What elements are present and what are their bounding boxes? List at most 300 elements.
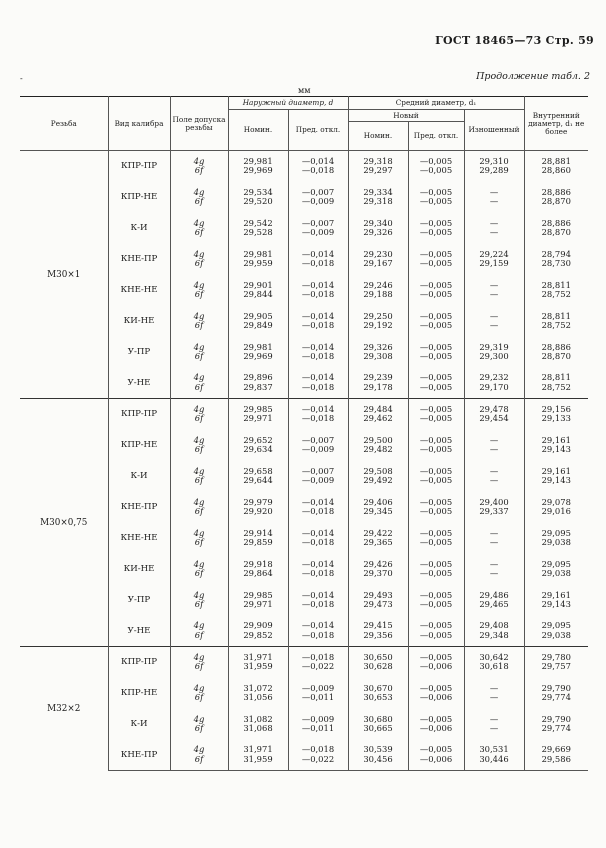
tolerance-field-value: 4g xyxy=(193,279,205,290)
pitch-nominal-value: 30,539 xyxy=(363,744,393,755)
pitch-worn-cell xyxy=(464,523,524,554)
outer-nominal-value: 31,971 xyxy=(243,651,273,662)
inner-diameter-value: 28,794 xyxy=(541,248,571,259)
pitch-deviation-cell xyxy=(408,492,464,523)
inner-diameter-value: 28,886 xyxy=(541,186,571,197)
pitch-worn-value: — xyxy=(489,289,499,299)
pitch-nominal-value: 29,178 xyxy=(363,381,393,392)
pitch-worn-cell xyxy=(464,554,524,585)
outer-nominal-value: 29,520 xyxy=(243,196,273,206)
outer-nominal-value: 29,534 xyxy=(243,186,273,197)
pitch-worn-value: 30,642 xyxy=(479,651,509,662)
inner-diameter-value: 29,586 xyxy=(541,753,571,764)
pitch-worn-value: 29,224 xyxy=(479,248,509,259)
pitch-deviation-cell xyxy=(408,399,464,430)
tolerance-field-cell xyxy=(170,368,228,399)
tolerance-field-value: 6f xyxy=(194,413,204,424)
pitch-nominal-value: 29,188 xyxy=(363,289,393,299)
pitch-worn-value: — xyxy=(489,537,499,547)
outer-deviation-value: —0,007 xyxy=(301,465,335,476)
outer-deviation-cell xyxy=(288,492,348,523)
pitch-worn-value: 29,486 xyxy=(479,589,509,600)
pitch-worn-value: — xyxy=(489,465,499,476)
outer-nominal-value: 29,981 xyxy=(243,155,273,166)
gauge-type: КИ-НЕ xyxy=(108,306,170,337)
outer-nominal-cell xyxy=(228,399,288,430)
pitch-worn-value: — xyxy=(489,217,499,228)
pitch-nominal-value: 29,356 xyxy=(363,629,393,640)
tolerance-field-cell xyxy=(170,213,228,244)
tolerance-field-value: 4g xyxy=(193,465,205,476)
pitch-nominal-cell xyxy=(348,306,408,337)
outer-nominal-value: 29,644 xyxy=(243,475,273,485)
tolerance-field-cell xyxy=(170,647,228,678)
outer-deviation-cell xyxy=(288,740,348,771)
pitch-worn-cell xyxy=(464,275,524,306)
pitch-nominal-cell xyxy=(348,337,408,368)
outer-deviation-value: —0,014 xyxy=(301,527,335,538)
pitch-nominal-value: 29,250 xyxy=(363,310,393,321)
pitch-deviation-value: —0,005 xyxy=(419,629,453,640)
inner-diameter-value: 28,886 xyxy=(541,217,571,228)
pitch-nominal-value: 30,665 xyxy=(363,723,393,733)
outer-nominal-value: 29,909 xyxy=(243,620,273,631)
inner-diameter-cell xyxy=(524,213,588,244)
pitch-deviation-value: —0,005 xyxy=(419,620,453,631)
outer-deviation-cell xyxy=(288,275,348,306)
tolerance-field-value: 4g xyxy=(193,186,205,197)
pitch-nominal-value: 29,462 xyxy=(363,413,393,424)
tolerance-field-value: 6f xyxy=(194,381,204,392)
pitch-nominal-value: 29,308 xyxy=(363,351,393,361)
outer-deviation-value: —0,018 xyxy=(301,381,335,392)
outer-nominal-cell xyxy=(228,151,288,182)
pitch-nominal-value: 29,192 xyxy=(363,320,393,330)
tolerance-field-value: 4g xyxy=(193,744,205,755)
inner-diameter-value: 29,156 xyxy=(541,403,571,414)
pitch-deviation-value: —0,005 xyxy=(419,279,453,290)
inner-diameter-value: 29,161 xyxy=(541,434,571,445)
pitch-worn-cell xyxy=(464,647,524,678)
outer-nominal-value: 29,985 xyxy=(243,403,273,414)
outer-nominal-value: 29,981 xyxy=(243,341,273,352)
inner-diameter-cell xyxy=(524,492,588,523)
pitch-worn-value: — xyxy=(489,475,499,485)
tolerance-field-value: 4g xyxy=(193,372,205,383)
pitch-nominal-cell xyxy=(348,647,408,678)
tolerance-field-value: 4g xyxy=(193,310,205,321)
pitch-deviation-cell xyxy=(408,585,464,616)
tolerance-field-cell xyxy=(170,740,228,771)
outer-nominal-cell xyxy=(228,492,288,523)
pitch-worn-value: 29,408 xyxy=(479,620,509,631)
outer-deviation-value: —0,009 xyxy=(301,682,335,693)
pitch-nominal-cell xyxy=(348,523,408,554)
pitch-worn-value: — xyxy=(489,568,499,578)
tolerance-field-value: 4g xyxy=(193,713,205,724)
inner-diameter-value: 29,095 xyxy=(541,558,571,569)
outer-deviation-cell xyxy=(288,182,348,213)
outer-deviation-value: —0,014 xyxy=(301,589,335,600)
outer-deviation-cell xyxy=(288,616,348,647)
pitch-nominal-value: 29,297 xyxy=(363,165,393,176)
tolerance-field-cell xyxy=(170,678,228,709)
outer-deviation-value: —0,018 xyxy=(301,651,335,662)
outer-deviation-cell xyxy=(288,554,348,585)
outer-nominal-value: 29,918 xyxy=(243,558,273,569)
pitch-nominal-value: 30,653 xyxy=(363,692,393,702)
pitch-worn-value: — xyxy=(489,723,499,733)
table-row xyxy=(20,647,588,678)
tolerance-field-cell xyxy=(170,554,228,585)
pitch-worn-cell xyxy=(464,461,524,492)
pitch-worn-cell xyxy=(464,213,524,244)
pitch-deviation-value: —0,006 xyxy=(419,692,453,702)
tolerance-field-value: 6f xyxy=(194,661,204,672)
pitch-worn-value: 29,478 xyxy=(479,403,509,414)
pitch-worn-value: — xyxy=(489,196,499,206)
page-header: ГОСТ 18465—73 Стр. 59 xyxy=(435,34,594,47)
tolerance-field-value: 4g xyxy=(193,527,205,538)
gauge-type: КПР-НЕ xyxy=(108,678,170,709)
col-pitch-new: Новый xyxy=(348,110,464,122)
outer-nominal-cell xyxy=(228,182,288,213)
tolerance-field-value: 6f xyxy=(194,599,204,609)
outer-deviation-cell xyxy=(288,709,348,740)
pitch-deviation-value: —0,005 xyxy=(419,258,453,268)
pitch-worn-value: — xyxy=(489,692,499,702)
outer-nominal-value: 31,082 xyxy=(243,713,273,724)
pitch-deviation-value: —0,005 xyxy=(419,444,453,454)
outer-deviation-value: —0,018 xyxy=(301,744,335,755)
pitch-deviation-value: —0,005 xyxy=(419,537,453,547)
pitch-deviation-value: —0,005 xyxy=(419,196,453,206)
tolerance-field-cell xyxy=(170,585,228,616)
outer-deviation-cell xyxy=(288,151,348,182)
tolerance-field-cell xyxy=(170,523,228,554)
inner-diameter-value: 29,038 xyxy=(541,537,571,547)
inner-diameter-value: 29,161 xyxy=(541,589,571,600)
outer-deviation-value: —0,018 xyxy=(301,289,335,299)
pitch-worn-cell xyxy=(464,616,524,647)
pitch-worn-cell xyxy=(464,306,524,337)
outer-deviation-value: —0,009 xyxy=(301,444,335,454)
pitch-worn-value: 29,232 xyxy=(479,372,509,383)
pitch-worn-value: 29,348 xyxy=(479,629,509,640)
pitch-worn-value: — xyxy=(489,320,499,330)
pitch-deviation-value: —0,005 xyxy=(419,496,453,507)
outer-nominal-value: 29,969 xyxy=(243,351,273,361)
outer-deviation-cell xyxy=(288,368,348,399)
outer-nominal-value: 29,981 xyxy=(243,248,273,259)
col-outer-nominal: Номин. xyxy=(228,110,288,151)
pitch-worn-value: — xyxy=(489,444,499,454)
inner-diameter-cell xyxy=(524,709,588,740)
pitch-nominal-cell xyxy=(348,678,408,709)
col-gauge-type: Вид калибра xyxy=(108,97,170,151)
outer-deviation-value: —0,014 xyxy=(301,620,335,631)
pitch-nominal-value: 29,422 xyxy=(363,527,393,538)
pitch-worn-cell xyxy=(464,244,524,275)
outer-nominal-value: 29,634 xyxy=(243,444,273,454)
pitch-deviation-cell xyxy=(408,306,464,337)
pitch-worn-value: 29,400 xyxy=(479,496,509,507)
outer-nominal-cell xyxy=(228,461,288,492)
tolerance-field-value: 6f xyxy=(194,506,204,516)
outer-nominal-value: 29,971 xyxy=(243,413,273,424)
inner-diameter-cell xyxy=(524,337,588,368)
table-header xyxy=(20,97,588,151)
outer-nominal-cell xyxy=(228,275,288,306)
pitch-deviation-cell xyxy=(408,709,464,740)
gauge-type: КПР-ПР xyxy=(108,647,170,678)
pitch-deviation-value: —0,005 xyxy=(419,227,453,237)
inner-diameter-cell xyxy=(524,678,588,709)
pitch-deviation-value: —0,005 xyxy=(419,599,453,609)
outer-deviation-value: —0,018 xyxy=(301,165,335,176)
thread-size: M30×0,75 xyxy=(20,399,108,647)
inner-diameter-value: 29,038 xyxy=(541,568,571,578)
gauge-type: КПР-ПР xyxy=(108,399,170,430)
pitch-deviation-cell xyxy=(408,554,464,585)
inner-diameter-value: 28,752 xyxy=(541,289,571,299)
pitch-worn-value: 29,159 xyxy=(479,258,509,268)
outer-deviation-value: —0,018 xyxy=(301,537,335,547)
pitch-nominal-cell xyxy=(348,461,408,492)
inner-diameter-cell xyxy=(524,585,588,616)
inner-diameter-value: 29,016 xyxy=(541,506,571,516)
tolerance-field-cell xyxy=(170,306,228,337)
pitch-worn-value: 29,319 xyxy=(479,341,509,352)
pitch-worn-value: — xyxy=(489,682,499,693)
tolerance-field-cell xyxy=(170,151,228,182)
pitch-deviation-cell xyxy=(408,461,464,492)
pitch-nominal-cell xyxy=(348,616,408,647)
gauge-type: КНЕ-ПР xyxy=(108,740,170,771)
outer-deviation-value: —0,014 xyxy=(301,248,335,259)
outer-deviation-cell xyxy=(288,213,348,244)
inner-diameter-value: 29,038 xyxy=(541,629,571,640)
outer-nominal-cell xyxy=(228,647,288,678)
inner-diameter-value: 28,752 xyxy=(541,381,571,392)
outer-nominal-value: 29,920 xyxy=(243,506,273,516)
outer-nominal-cell xyxy=(228,430,288,461)
inner-diameter-value: 28,886 xyxy=(541,341,571,352)
outer-deviation-value: —0,007 xyxy=(301,434,335,445)
pitch-deviation-value: —0,005 xyxy=(419,682,453,693)
outer-deviation-value: —0,014 xyxy=(301,310,335,321)
outer-deviation-value: —0,014 xyxy=(301,341,335,352)
inner-diameter-value: 28,730 xyxy=(541,258,571,268)
inner-diameter-value: 28,881 xyxy=(541,155,571,166)
pitch-nominal-value: 29,326 xyxy=(363,341,393,352)
outer-nominal-cell xyxy=(228,585,288,616)
tolerance-field-cell xyxy=(170,492,228,523)
inner-diameter-value: 29,780 xyxy=(541,651,571,662)
outer-deviation-value: —0,014 xyxy=(301,279,335,290)
outer-deviation-value: —0,007 xyxy=(301,217,335,228)
pitch-nominal-value: 29,426 xyxy=(363,558,393,569)
tolerance-field-value: 6f xyxy=(194,753,204,764)
inner-diameter-value: 29,143 xyxy=(541,444,571,454)
inner-diameter-cell xyxy=(524,368,588,399)
pitch-nominal-value: 29,246 xyxy=(363,279,393,290)
pitch-worn-value: 29,289 xyxy=(479,165,509,176)
tolerance-field-value: 4g xyxy=(193,403,205,414)
tolerance-field-value: 4g xyxy=(193,155,205,166)
pitch-deviation-cell xyxy=(408,647,464,678)
pitch-worn-value: — xyxy=(489,434,499,445)
pitch-deviation-cell xyxy=(408,430,464,461)
outer-nominal-value: 29,859 xyxy=(243,537,273,547)
pitch-deviation-cell xyxy=(408,523,464,554)
inner-diameter-value: 28,860 xyxy=(541,165,571,176)
outer-deviation-cell xyxy=(288,430,348,461)
pitch-nominal-cell xyxy=(348,585,408,616)
outer-deviation-value: —0,018 xyxy=(301,506,335,516)
pitch-deviation-cell xyxy=(408,678,464,709)
gauge-type: У-ПР xyxy=(108,337,170,368)
inner-diameter-cell xyxy=(524,554,588,585)
tolerance-field-cell xyxy=(170,182,228,213)
outer-deviation-value: —0,009 xyxy=(301,713,335,724)
pitch-nominal-value: 29,318 xyxy=(363,196,393,206)
tolerance-field-value: 6f xyxy=(194,258,204,268)
gauge-type: КПР-НЕ xyxy=(108,182,170,213)
outer-nominal-value: 29,542 xyxy=(243,217,273,228)
pitch-deviation-value: —0,005 xyxy=(419,413,453,424)
outer-nominal-value: 29,528 xyxy=(243,227,273,237)
pitch-worn-cell xyxy=(464,430,524,461)
pitch-nominal-cell xyxy=(348,740,408,771)
tolerance-field-value: 6f xyxy=(194,723,204,733)
outer-deviation-value: —0,014 xyxy=(301,372,335,383)
pitch-nominal-value: 29,484 xyxy=(363,403,393,414)
pitch-deviation-cell xyxy=(408,740,464,771)
pitch-nominal-cell xyxy=(348,554,408,585)
pitch-nominal-cell xyxy=(348,182,408,213)
outer-deviation-value: —0,022 xyxy=(301,661,335,672)
inner-diameter-value: 29,669 xyxy=(541,744,571,755)
pitch-deviation-cell xyxy=(408,213,464,244)
outer-deviation-cell xyxy=(288,523,348,554)
pitch-nominal-cell xyxy=(348,492,408,523)
pitch-worn-cell xyxy=(464,151,524,182)
gauge-type: КИ-НЕ xyxy=(108,554,170,585)
outer-nominal-cell xyxy=(228,523,288,554)
thread-size: M32×2 xyxy=(20,647,108,771)
outer-nominal-value: 29,901 xyxy=(243,279,273,290)
gauge-type: У-ПР xyxy=(108,585,170,616)
outer-nominal-value: 29,837 xyxy=(243,381,273,392)
inner-diameter-value: 29,774 xyxy=(541,723,571,733)
gauge-type: К-И xyxy=(108,461,170,492)
outer-deviation-value: —0,018 xyxy=(301,629,335,640)
gauge-type: КНЕ-ПР xyxy=(108,492,170,523)
tolerance-field-cell xyxy=(170,461,228,492)
outer-nominal-value: 31,959 xyxy=(243,661,273,672)
outer-deviation-value: —0,014 xyxy=(301,403,335,414)
outer-deviation-cell xyxy=(288,647,348,678)
pitch-worn-value: 30,446 xyxy=(479,753,509,764)
pitch-nominal-cell xyxy=(348,244,408,275)
tolerance-field-cell xyxy=(170,399,228,430)
pitch-deviation-cell xyxy=(408,368,464,399)
pitch-worn-value: 29,465 xyxy=(479,599,509,609)
pitch-worn-cell xyxy=(464,709,524,740)
tolerance-field-cell xyxy=(170,275,228,306)
gauge-type: К-И xyxy=(108,213,170,244)
outer-nominal-cell xyxy=(228,368,288,399)
pitch-nominal-cell xyxy=(348,709,408,740)
gauge-type: К-И xyxy=(108,709,170,740)
thread-size: M30×1 xyxy=(20,151,108,399)
pitch-deviation-cell xyxy=(408,244,464,275)
outer-nominal-cell xyxy=(228,337,288,368)
pitch-deviation-value: —0,005 xyxy=(419,155,453,166)
pitch-deviation-value: —0,005 xyxy=(419,341,453,352)
pitch-nominal-value: 29,230 xyxy=(363,248,393,259)
margin-mark: - xyxy=(20,74,23,83)
outer-nominal-value: 31,072 xyxy=(243,682,273,693)
pitch-deviation-value: —0,005 xyxy=(419,217,453,228)
pitch-worn-value: 29,170 xyxy=(479,381,509,392)
outer-deviation-value: —0,018 xyxy=(301,599,335,609)
pitch-deviation-value: —0,005 xyxy=(419,381,453,392)
pitch-nominal-cell xyxy=(348,151,408,182)
pitch-nominal-value: 29,482 xyxy=(363,444,393,454)
pitch-deviation-value: —0,005 xyxy=(419,310,453,321)
gauge-type: КПР-НЕ xyxy=(108,430,170,461)
pitch-deviation-value: —0,005 xyxy=(419,403,453,414)
pitch-deviation-value: —0,005 xyxy=(419,465,453,476)
col-thread: Резьба xyxy=(20,97,108,151)
col-pitch-deviation: Пред. откл. xyxy=(408,122,464,151)
outer-nominal-cell xyxy=(228,554,288,585)
table-continuation-label: Продолжение табл. 2 xyxy=(476,71,590,82)
pitch-worn-value: — xyxy=(489,279,499,290)
inner-diameter-value: 29,095 xyxy=(541,527,571,538)
tolerance-field-value: 6f xyxy=(194,289,204,299)
tolerance-field-value: 4g xyxy=(193,341,205,352)
inner-diameter-cell xyxy=(524,616,588,647)
pitch-nominal-value: 29,500 xyxy=(363,434,393,445)
pitch-worn-value: 29,310 xyxy=(479,155,509,166)
pitch-deviation-value: —0,005 xyxy=(419,165,453,176)
pitch-nominal-cell xyxy=(348,275,408,306)
inner-diameter-value: 29,790 xyxy=(541,713,571,724)
pitch-deviation-cell xyxy=(408,151,464,182)
pitch-deviation-value: —0,005 xyxy=(419,372,453,383)
outer-nominal-value: 29,849 xyxy=(243,320,273,330)
outer-deviation-value: —0,018 xyxy=(301,320,335,330)
inner-diameter-cell xyxy=(524,306,588,337)
pitch-nominal-value: 30,628 xyxy=(363,661,393,672)
outer-nominal-value: 29,852 xyxy=(243,629,273,640)
col-pitch-nominal: Номин. xyxy=(348,122,408,151)
inner-diameter-cell xyxy=(524,647,588,678)
outer-deviation-value: —0,014 xyxy=(301,155,335,166)
inner-diameter-value: 29,790 xyxy=(541,682,571,693)
tolerance-field-cell xyxy=(170,337,228,368)
pitch-worn-cell xyxy=(464,182,524,213)
outer-deviation-value: —0,011 xyxy=(301,692,335,702)
inner-diameter-value: 28,870 xyxy=(541,227,571,237)
pitch-nominal-value: 29,370 xyxy=(363,568,393,578)
inner-diameter-value: 28,870 xyxy=(541,351,571,361)
pitch-deviation-value: —0,005 xyxy=(419,744,453,755)
tolerance-field-value: 6f xyxy=(194,537,204,547)
